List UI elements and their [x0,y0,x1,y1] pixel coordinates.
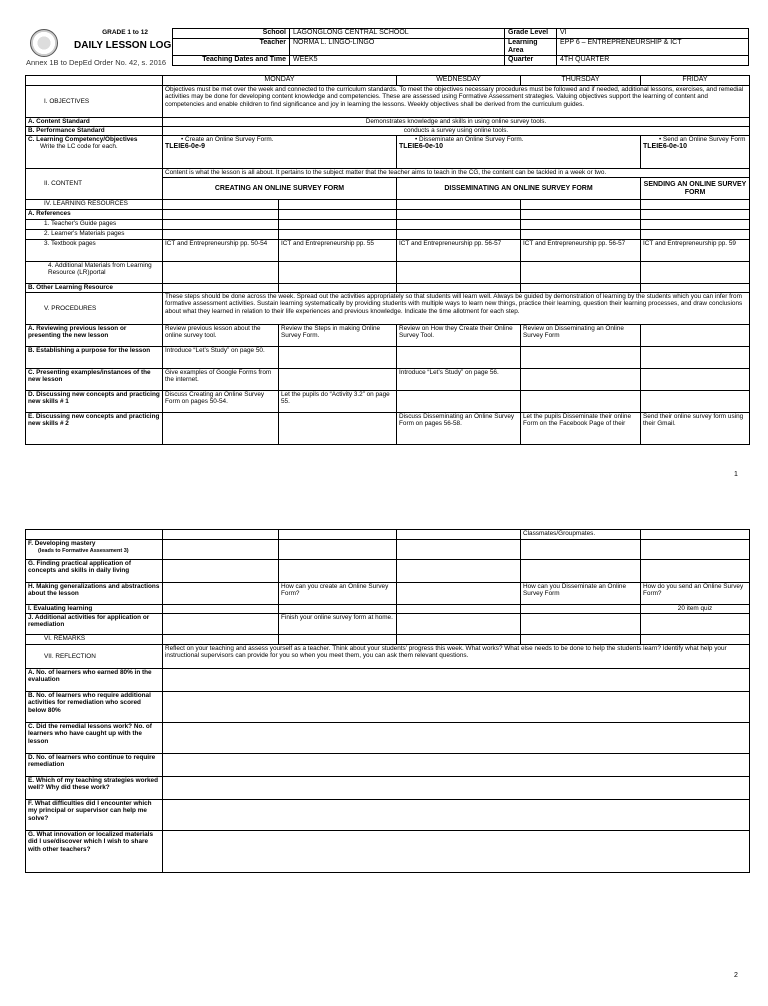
teacher-value: NORMA L. LINGO-LINGO [290,39,505,56]
competency-fri: • Send an Online Survey Form TLEIE6-0e-10 [641,136,750,169]
proc-c-wed: Introduce “Let’s Study” on page 56. [397,369,521,391]
lesson-table-page2 [25,529,750,873]
proc-h-thu: How can you Disseminate an Online Survey Form [521,583,641,605]
proc-b-label: B. Establishing a purpose for the lesson [26,347,163,369]
reflect-f-answer [163,800,750,831]
competency-sub: Write the LC code for each. [40,143,118,151]
log-title: DAILY LESSON LOG [74,40,172,51]
teacher-label: Teacher [173,39,290,56]
proc-e-label: E. Discussing new concepts and practicing new skills # 2 [26,413,163,445]
header-table [172,28,749,66]
reflect-a: A. No. of learners who earned 80% in the evaluation [26,669,163,692]
learning-area-value: EPP 6 – ENTREPRENEURSHIP & ICT [557,39,749,56]
content-label: II. CONTENT [26,169,163,200]
proc-j-label: J. Additional activities for application or remediation [26,614,163,635]
day-friday: FRIDAY [641,76,750,86]
competency-mon-code: TLEIE6-0e-9 [165,143,206,151]
proc-d-label: D. Discussing new concepts and practicing new skills # 1 [26,391,163,413]
reflect-b-answer [163,692,750,723]
performance-standard-label: B. Performance Standard [26,127,163,136]
competency-label [26,136,163,169]
content-text: Content is what the lesson is all about. It pertains to the subject matter that the teacher aims to teach in the CG, the content can be tackled in a week or two. [163,169,750,178]
reflection-label: VII. REFLECTION [26,645,163,669]
proc-e-fri: Send their online survey form using their Gmail. [641,413,750,445]
proc-h-fri: How do you send an Online Survey Form? [641,583,750,605]
reflection-text: Reflect on your teaching and assess yourself as a teacher. Think about your students' progress this week. What works? What else needs to be done to help the students learn? Identify what help your instructional supervisors can provide for you so when you meet them, you can ask them relevant questions. [163,645,750,669]
proc-a-thu: Review on Disseminating an Online Survey Form [521,325,641,347]
competency-fri-code: TLEIE6-0e-10 [643,143,687,151]
reflect-a-answer [163,669,750,692]
content-standard-text: Demonstrates knowledge and skills in using online survey tools. [163,118,750,127]
deped-seal [30,29,58,57]
content-fri: SENDING AN ONLINE SURVEY FORM [641,178,750,200]
proc-c-label: C. Presenting examples/instances of the new lesson [26,369,163,391]
proc-a-mon: Review previous lesson about the online survey tool. [163,325,279,347]
page-number-2: 2 [734,972,738,979]
school-label: School [173,29,290,39]
teachers-guide-label: 1. Teacher's Guide pages [26,220,163,230]
competency-wed-code: TLEIE6-0e-10 [399,143,443,151]
reflect-c-answer [163,723,750,754]
textbook-tue: ICT and Entrepreneurship pp. 55 [279,240,397,262]
quarter-label: Quarter [505,56,557,66]
other-resource-label: B. Other Learning Resource [26,284,163,293]
page-number-1: 1 [734,471,738,478]
day-wednesday: WEDNESDAY [397,76,521,86]
proc-e-wed: Discuss Disseminating an Online Survey Form on pages 56-58. [397,413,521,445]
proc-i-fri: 20 item quiz [641,605,750,614]
performance-standard-text: conducts a survey using online tools. [163,127,750,136]
references-label: A. References [26,210,163,220]
additional-materials-label: 4. Additional Materials from Learning Resource (LR)portal [26,262,163,284]
learning-area-label: Learning Area [505,39,557,56]
proc-f-sub: (leads to Formative Assessment 3) [38,548,129,555]
reflect-g: G. What innovation or localized materials did I use/discover which I wish to share with other teachers? [26,831,163,873]
reflect-e-answer [163,777,750,800]
remarks-label: VI. REMARKS [26,635,163,645]
resources-label: IV. LEARNING RESOURCES [26,200,163,210]
reflect-c: C. Did the remedial lessons work? No. of learners who have caught up with the lesson [26,723,163,754]
proc-a-tue: Review the Steps in making Online Survey Form. [279,325,397,347]
proc-g-label: G. Finding practical application of concepts and skills in daily living [26,560,163,583]
reflect-d: D. No. of learners who continue to require remediation [26,754,163,777]
grade-level-label: Grade Level [505,29,557,39]
day-thursday: THURSDAY [521,76,641,86]
reflect-d-answer [163,754,750,777]
procedures-text: These steps should be done across the week. Spread out the activities appropriately so that students will learn well. Always be guided by demonstration of learning by the students which you can infer from formative assessment activities. Sustain learning systematically by providing students with multiple ways to learn new things, practice their learning, question their learning processes, and draw conclusions about what they learned in relation to their life experiences and previous knowledge. Indicate the time allotment for each step. [163,293,750,325]
lesson-table-page1 [25,75,750,445]
textbook-mon: ICT and Entrepreneurship pp. 50-54 [163,240,279,262]
quarter-value: 4TH QUARTER [557,56,749,66]
textbook-wed: ICT and Entrepreneurship pp. 56-57 [397,240,521,262]
proc-j-tue: Finish your online survey form at home. [279,614,397,635]
proc-e-thu: Let the pupils Disseminate their online Form on the Facebook Page of their [521,413,641,445]
textbook-label: 3. Textbook pages [26,240,163,262]
procedures-label: V. PROCEDURES [26,293,163,325]
proc-i-label: I. Evaluating learning [26,605,163,614]
proc-f-label [26,540,163,560]
competency-fri-text: Send an Online Survey Form [663,136,746,143]
textbook-thu: ICT and Entrepreneurship pp. 56-57 [521,240,641,262]
grade-text: GRADE 1 to 12 [102,29,148,36]
proc-h-tue: How can you create an Online Survey Form? [279,583,397,605]
reflect-f: F. What difficulties did I encounter which my principal or supervisor can help me solve? [26,800,163,831]
reflect-e: E. Which of my teaching strategies worked well? Why did these work? [26,777,163,800]
competency-wed: • Disseminate an Online Survey Form. TLEIE6-0e-10 [397,136,641,169]
proc-d-mon: Discuss Creating an Online Survey Form on pages 50-54. [163,391,279,413]
proc-b-mon: Introduce “Let’s Study” on page 50. [163,347,279,369]
proc-d-tue: Let the pupils do “Activity 3.2” on page 55. [279,391,397,413]
proc-e-thu-cont: Classmates/Groupmates. [521,530,641,540]
objectives-label: I. OBJECTIVES [26,86,163,118]
reflect-b: B. No. of learners who require additional activities for remediation who scored below 80% [26,692,163,723]
proc-h-label: H. Making generalizations and abstractions about the lesson [26,583,163,605]
reflect-g-answer [163,831,750,873]
proc-a-label: A. Reviewing previous lesson or presenting the new lesson [26,325,163,347]
corner-cell [26,76,163,86]
objectives-text: Objectives must be met over the week and connected to the curriculum standards. To meet the objectives necessary procedures must be followed and if needed, additional lessons, exercises, and remedial activities may be done for developing content knowledge and competencies. These are assessed using Formative Assessment strategies. Valuing objectives support the learning of content and competencies and enable children to find significance and joy in learning the lessons. Weekly objectives shall be derived from the curriculum guides. [163,86,750,118]
competency-title: C. Learning Competency/Objectives [28,136,138,143]
competency-wed-text: Disseminate an Online Survey Form. [419,136,524,143]
content-wed: DISSEMINATING AN ONLINE SURVEY FORM [397,178,641,200]
annex-note: Annex 1B to DepEd Order No. 42, s. 2016 [26,58,167,67]
dates-label: Teaching Dates and Time [173,56,290,66]
competency-mon-text: Create an Online Survey Form. [185,136,274,143]
proc-f-title: F. Developing mastery [28,540,96,547]
learners-materials-label: 2. Learner's Materials pages [26,230,163,240]
competency-mon: • Create an Online Survey Form. TLEIE6-0e-9 [163,136,397,169]
content-mon: CREATING AN ONLINE SURVEY FORM [163,178,397,200]
content-standard-label: A. Content Standard [26,118,163,127]
school-value: LAGONGLONG CENTRAL SCHOOL [290,29,505,39]
dates-value: WEEK5 [290,56,505,66]
grade-level-value: VI [557,29,749,39]
textbook-fri: ICT and Entrepreneurship pp. 59 [641,240,750,262]
day-monday: MONDAY [163,76,397,86]
proc-c-mon: Give examples of Google Forms from the internet. [163,369,279,391]
proc-a-wed: Review on How they Create their Online Survey Tool. [397,325,521,347]
